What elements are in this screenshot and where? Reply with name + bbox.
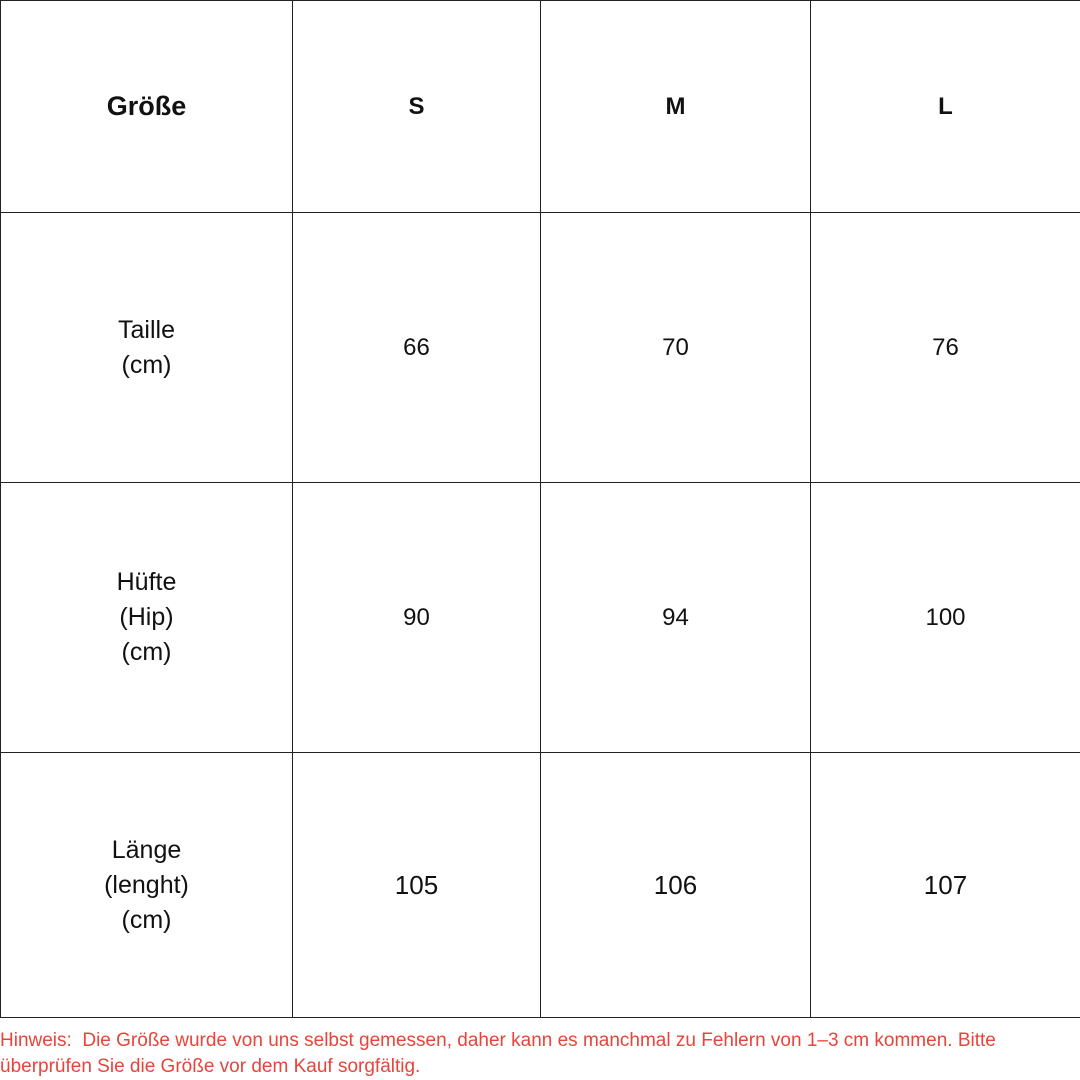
header-size-m: M bbox=[541, 1, 811, 213]
waist-value-l: 76 bbox=[811, 213, 1080, 483]
row-label-line: (lenght) bbox=[104, 870, 189, 899]
header-size-label: Größe bbox=[1, 1, 293, 213]
row-label-line: (Hip) bbox=[119, 603, 174, 631]
length-value-s: 105 bbox=[293, 753, 541, 1018]
table-row-length bbox=[1, 753, 1080, 1018]
table-header-row bbox=[1, 1, 1080, 213]
row-label-length bbox=[1, 753, 293, 1018]
note-line-1: Hinweis: Die Größe wurde von uns selbst gemessen, daher kann es manchmal zu Fehlern von 1–3 cm kommen. Bitte bbox=[0, 1030, 996, 1051]
row-label-line: (cm) bbox=[121, 905, 172, 934]
header-size-s: S bbox=[293, 1, 541, 213]
row-label-line: Länge bbox=[111, 835, 182, 864]
row-label-line: (cm) bbox=[121, 350, 172, 379]
length-value-m: 106 bbox=[541, 753, 811, 1018]
waist-value-m: 70 bbox=[541, 213, 811, 483]
note-line-2: überprüfen Sie die Größe vor dem Kauf sorgfältig. bbox=[0, 1056, 421, 1077]
hip-value-s: 90 bbox=[293, 483, 541, 753]
waist-value-s: 66 bbox=[293, 213, 541, 483]
table-row-hip bbox=[1, 483, 1080, 753]
row-label-line: (cm) bbox=[121, 638, 172, 666]
hip-value-l: 100 bbox=[811, 483, 1080, 753]
table-row-waist bbox=[1, 213, 1080, 483]
hip-value-m: 94 bbox=[541, 483, 811, 753]
header-size-l: L bbox=[811, 1, 1080, 213]
length-value-l: 107 bbox=[811, 753, 1080, 1018]
measurement-note bbox=[0, 1028, 1070, 1080]
row-label-line: Taille bbox=[118, 315, 175, 344]
row-label-line: Hüfte bbox=[116, 568, 177, 596]
row-label-hip bbox=[1, 483, 293, 753]
row-label-waist bbox=[1, 213, 293, 483]
